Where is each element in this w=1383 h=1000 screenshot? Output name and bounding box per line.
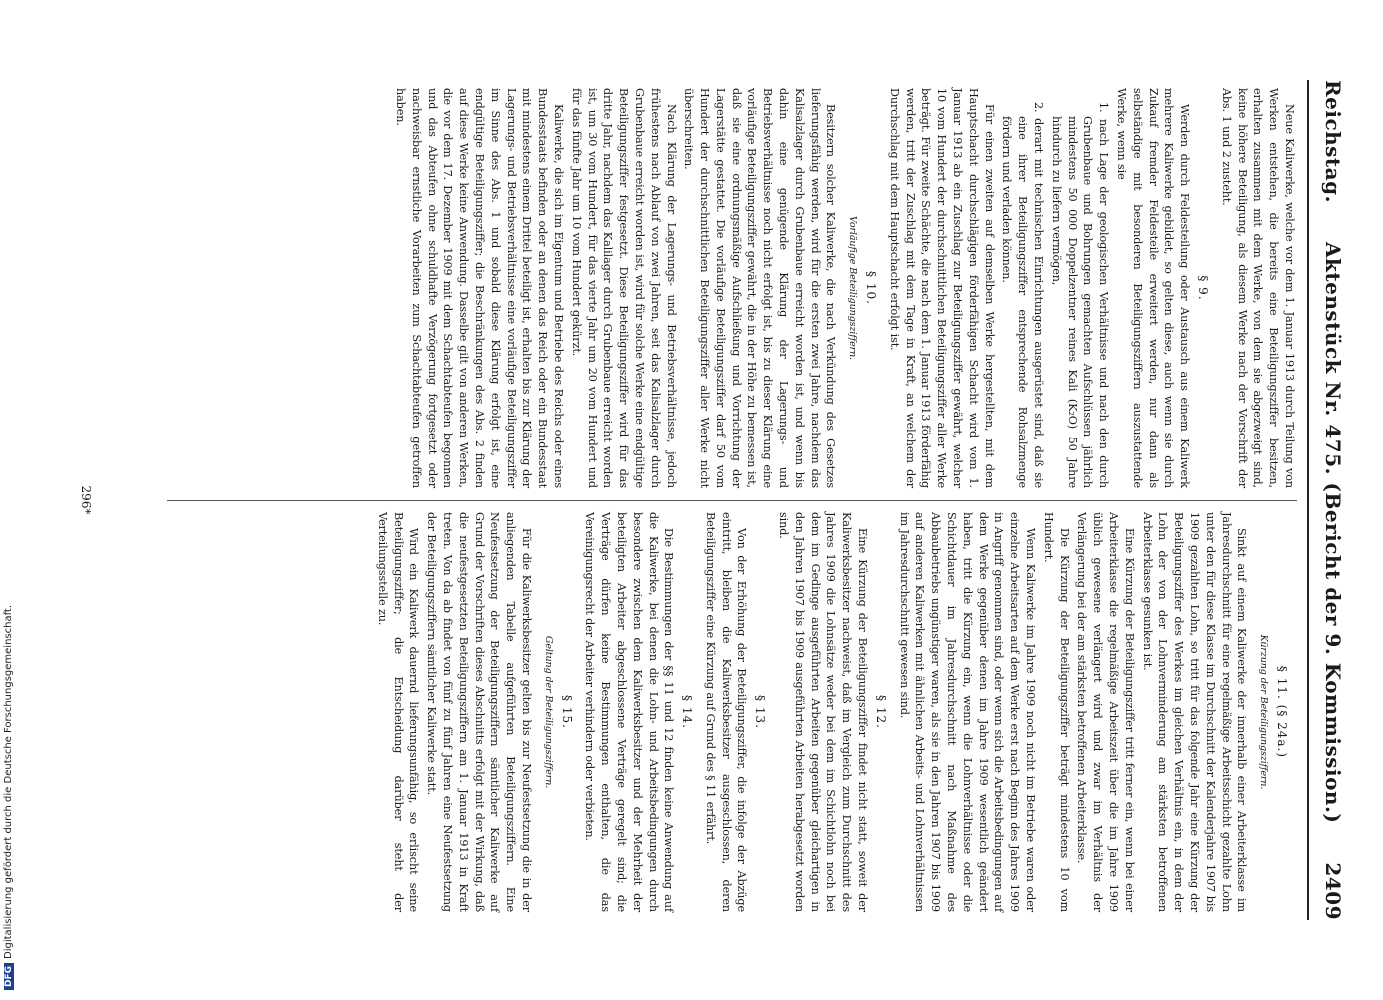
paragraph: Wenn Kaliwerke im Jahre 1909 noch nicht im Betriebe waren oder einzelne Arbeitsarten auf dem Werke erst nach Beginn des Jahres 1909 in Angriff genommen sind, oder wenn sich die Arbeitsbedingungen auf dem Werke gegenüber denen im Jahre 1909 wesentlich geändert haben, tritt die Kürzung ein, wenn die Lohnverhältnisse oder die Schichtdauer im Jahresdurchschnitt nach Maßnahme des Abbaubetriebs ungünstiger waren, als sie in den Jahren 1907 bis 1909 auf anderen Kaliwerken mit ähnlichen Arbeits- und Lohnverhältnissen im Jahresdurchschnitt gewesen sind. — [897, 512, 1038, 912]
section-heading: § 12. — [873, 695, 888, 729]
section-heading: § 15. — [559, 695, 574, 729]
paragraph: Sinkt auf einem Kaliwerke der innerhalb einer Arbeiterklasse im Jahresdurchschnitt für eine regelmäßige Arbeitsschicht gezahlte Lohn unter den für diese Klasse im Durchschnitt der Kalenderjahre 1907 bis 1909 gezahlten Lohn, so tritt für das folgende Jahr eine Kürzung der Beteiligungsziffer des Werkes im gleichen Verhältnis ein, in dem der Lohn der von der Lohnverminderung am stärksten betroffenen Arbeiterklasse gesunken ist. — [1140, 512, 1249, 912]
column-divider — [167, 500, 1297, 501]
paragraph: Besitzern solcher Kaliwerke, die nach Verkündung des Gesetzes lieferungsfähig werden, wird für die ersten zwei Jahre, nachdem das Kalisalzlager durch Grubenbaue erreicht worden ist, und wenn bis dahin eine genügende Klärung der Lagerungs- und Betriebsverhältnisse noch nicht erfolgt ist, bis zu dieser Klärung eine vorläufige Beteiligungsziffer gewährt, die in der Höhe zu bemessen ist, daß sie eine ordnungsmäßige Aufschließung und Vorrichtung der Lagerstätte gestattet. Die vorläufige Beteiligungsziffer darf 50 vom Hundert der durchschnittlichen Beteiligungsziffer aller Werke nicht überschreiten. — [682, 88, 838, 488]
paragraph: Für einen zweiten auf demselben Werke hergestellten, mit dem Hauptschacht durchschlägigen förderfähigen Schacht wird vom 1. Januar 1913 ab ein Zuschlag zur Beteiligungsziffer gewährt, welcher 10 vom Hundert der durchschnittlichen Beteiligungsziffer aller Werke beträgt. Für zweite Schächte, die nach dem 1. Januar 1913 förderfähig werden, tritt der Zuschlag mit dem Tage in Kraft, an welchem der Durchschlag mit dem Hauptschacht erfolgt ist. — [887, 88, 996, 488]
section-subtitle: Kürzung der Beteiligungsziffern. — [1258, 634, 1270, 790]
paragraph: Werden durch Feldesteilung oder Austausch aus einem Kaliwerk mehrere Kaliwerke gebildet, so gelten diese, auch wenn sie durch Zukauf fremder Feldesteile erweitert werden, nur dann als selbständige mit besonderen Beteiligungsziffern auszustattende Werke, wenn sie — [1115, 88, 1192, 488]
section-subtitle: Vorläufige Beteiligungsziffern. — [847, 215, 859, 361]
paragraph: Von der Erhöhung der Beteiligungsziffer, die infolge der Abzüge eintritt, bleiben die Kaliwerksbesitzer ausgeschlossen, deren Beteiligungsziffer eine Kürzung auf Grund des § 11 erfährt. — [703, 512, 749, 912]
section-subtitle: Geltung der Beteiligungsziffern. — [542, 635, 554, 789]
notice-text: Digitalisierung gefördert durch die Deutsche Forschungsgemeinschaft. — [3, 604, 14, 959]
paragraph: Eine Kürzung der Beteiligungsziffer findet nicht statt, soweit der Kaliwerksbesitzer nachweist, daß im Vergleich zum Durchschnitt des Jahres 1909 die Lohnsätze weder bei dem im Schichtlohn noch bei dem im Gedinge ausgeführten Arbeiten gegenüber gleichartigen in den Jahren 1907 bis 1909 ausgeführten Arbeiten herabgesetzt worden sind. — [777, 512, 870, 912]
section-heading: § 10. — [864, 271, 879, 305]
paragraph: Die Kürzung der Beteiligungsziffer beträgt mindestens 10 vom Hundert. — [1041, 512, 1071, 912]
digitization-notice-text — [3, 605, 14, 990]
section-heading: § 9. — [1196, 275, 1211, 301]
footer-page-mark: 296* — [79, 485, 93, 515]
section-heading: § 11. (§ 24a.) — [1275, 665, 1289, 759]
digitization-notice — [0, 0, 22, 1000]
header-rule — [1307, 80, 1309, 920]
right-column — [372, 512, 1297, 912]
paragraph: Nach Klärung der Lagerungs- und Betriebsverhältnisse, jedoch frühestens nach Ablauf von zwei Jahren, seit das Kalisalzlager durch Grubenbaue erreicht worden ist, wird für solche Werke eine endgültige Beteiligungsziffer festgesetzt. Diese Beteiligungsziffer wird für das dritte Jahr, nachdem das Kalilager durch Grubenbaue erreicht worden ist, um 30 vom Hundert, für das vierte Jahr um 20 vom Hundert und für das fünfte Jahr um 10 vom Hundert gekürzt. — [569, 88, 678, 489]
dfg-logo: DFG — [4, 963, 14, 990]
header-document-number: Aktenstück Nr. 475. — [1321, 242, 1345, 476]
paragraph: Wird ein Kaliwerk dauernd lieferungsunfähig, so erlischt seine Beteiligungsziffer; die Entscheidung darüber steht der Verteilungsstelle zu. — [375, 512, 421, 912]
page-header — [1315, 80, 1345, 920]
paragraph: Die Bestimmungen der §§ 11 und 12 finden keine Anwendung auf die Kaliwerke, bei denen die Lohn- und Arbeitsbedingungen durch besondere zwischen dem Kaliwerksbesitzer und der Mehrheit der beteiligten Arbeiter abgeschlossene Verträge geregelt sind; die Verträge dürfen keine Bestimmungen enthalten, die das Vereinigungsrecht der Arbeiter verhindern oder verbieten. — [583, 512, 676, 912]
paragraph: Für die Kaliwerksbesitzer gelten bis zur Neufestsetzung die in der anliegenden Tabelle aufgeführten Beteiligungsziffern. Eine Neufestsetzung der Beteiligungsziffern sämtlicher Kaliwerke auf Grund der Vorschriften dieses Abschnitts erfolgt mit der Wirkung, daß die neufestgesetzten Beteiligungsziffern am 1. Januar 1913 in Kraft treten. Von da ab findet von fünf zu fünf Jahren eine Neufestsetzung der Beteiligungsziffern sämtlicher Kaliwerke statt. — [425, 512, 533, 912]
left-column — [390, 88, 1297, 488]
list-item: 1. nach Lage der geologischen Verhältnisse und nach den durch Grubenbaue und Bohrungen gemachten Aufschlüssen jährlich mindestens 50 000 Doppelzentner reines Kali (K₂O) 50 Jahre hindurch zu liefern vermögen, — [1049, 102, 1111, 488]
section-heading: § 14. — [680, 695, 695, 729]
paragraph: Neue Kaliwerke, welche vor dem 1. Januar 1913 durch Teilung von Werken entstehen, die bereits eine Beteiligungsziffer besitzen, erhalten zusammen mit dem Werke, von dem sie abgezweigt sind, keine höhere Beteiligung, als diesem Werke nach der Vorschrift der Abs. 1 und 2 zusteht. — [1219, 88, 1296, 488]
paragraph: Eine Kürzung der Beteiligungsziffer tritt ferner ein, wenn bei einer Arbeiterklasse die regelmäßige Arbeitszeit über die im Jahre 1909 üblich gewesene verlängert wird und zwar im Verhältnis der Verlängerung bei der am stärksten betroffenen Arbeiterklasse. — [1075, 512, 1136, 912]
paragraph: Kaliwerke, die sich im Eigentum und Betriebe des Reichs oder eines Bundesstaats befinden oder an denen das Reich oder ein Bundesstaat mit mindestens einem Drittel beteiligt ist, erhalten bis zur Klärung der Lagerungs- und Betriebsverhältnisse eine vorläufige Beteiligungsziffer im Sinne des Abs. 1 und sobald diese Klärung erfolgt ist, eine endgültige Beteiligungsziffer; die Beschränkungen des Abs. 2 finden auf diese Werke keine Anwendung. Dasselbe gilt von anderen Werken, die vor dem 17. Dezember 1909 mit dem Schachtabteufen begonnen und das Abteufen ohne schuldhafte Verzögerung fortgesetzt oder nachweisbar ernstliche Vorarbeiten zum Schachtabteufen getroffen haben. — [393, 88, 565, 488]
page-number: 2409 — [1321, 862, 1345, 920]
header-center — [1321, 203, 1345, 862]
header-left: Reichstag. — [1321, 80, 1345, 204]
header-commission: (Bericht der 9. Kommission.) — [1321, 482, 1345, 824]
section-heading: § 13. — [753, 695, 768, 729]
list-item: 2. derart mit technischen Einrichtungen ausgerüstet sind, daß sie eine ihrer Beteiligungsziffer entsprechende Rohsalzmenge fördern und verladen können. — [1000, 102, 1046, 488]
